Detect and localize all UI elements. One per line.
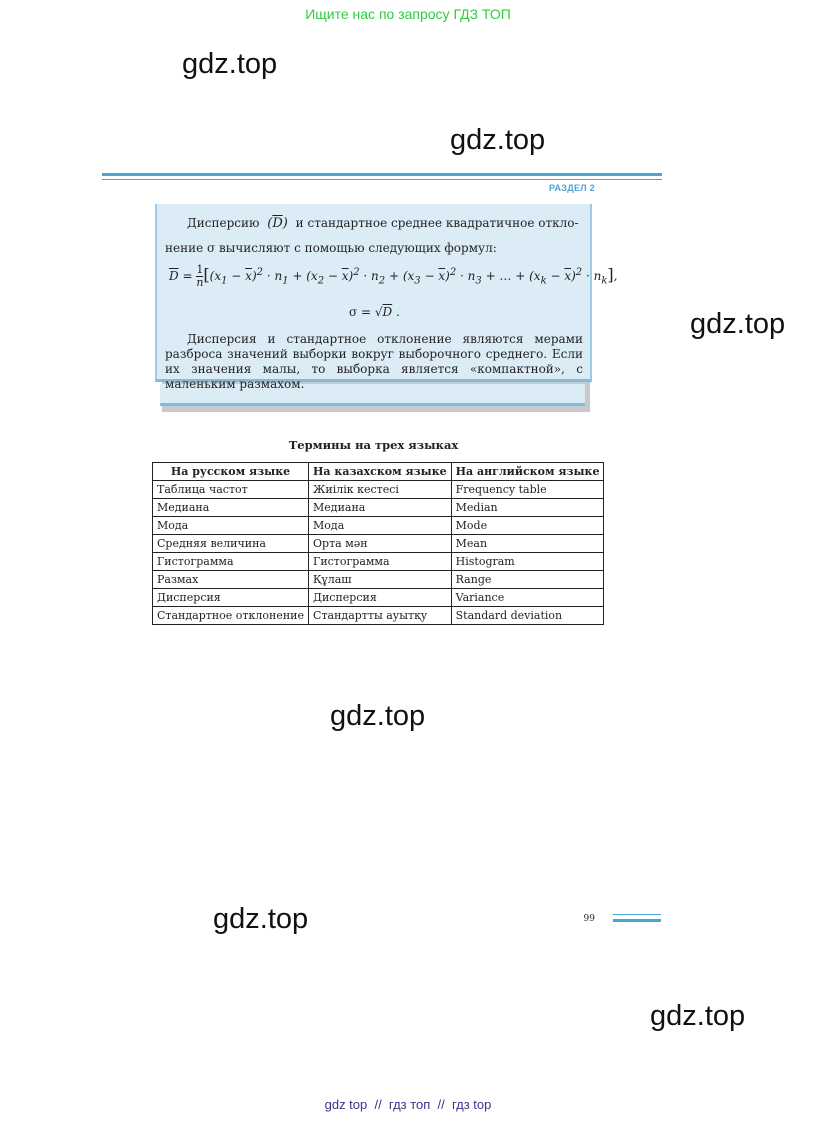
- watermark-text: gdz.top: [650, 1000, 746, 1032]
- header-russian: На русском языке: [153, 463, 309, 481]
- cell-russian: Дисперсия: [153, 589, 309, 607]
- cell-russian: Гистограмма: [153, 553, 309, 571]
- header-rule: [102, 173, 662, 176]
- cell-russian: Стандартное отклонение: [153, 607, 309, 625]
- intro-text: Дисперсию: [187, 216, 260, 230]
- header-english: На английском языке: [451, 463, 604, 481]
- table-row: [153, 517, 604, 535]
- table-row: [153, 553, 604, 571]
- table-row: [153, 499, 604, 517]
- table-row: [153, 571, 604, 589]
- watermark-text: gdz.top: [330, 700, 426, 732]
- cell-english: Frequency table: [451, 481, 604, 499]
- search-promo-link[interactable]: Ищите нас по запросу ГДЗ ТОП: [305, 6, 511, 22]
- cell-english: Range: [451, 571, 604, 589]
- table-row: [153, 589, 604, 607]
- info-intro-line-2: нение σ вычисляют с помощью следующих формул:: [165, 241, 497, 255]
- section-label: РАЗДЕЛ 2: [549, 183, 595, 193]
- table-header-row: [153, 463, 604, 481]
- cell-kazakh: Құлаш: [309, 571, 452, 589]
- variance-symbol: $(\overline{D})$: [267, 216, 288, 231]
- info-paragraph: Дисперсия и стандартное отклонение являются мерами разброса значений выборки вокруг выборочного среднего. Если их значения малы, то выборка является «компактной», с маленьким размахом.: [165, 332, 583, 391]
- cell-kazakh: Стандартты ауытқу: [309, 607, 452, 625]
- header-kazakh: На казахском языке: [309, 463, 452, 481]
- cell-kazakh: Орта мән: [309, 535, 452, 553]
- header-rule-thin: [102, 179, 662, 180]
- watermark-text: gdz.top: [182, 48, 278, 80]
- footer-rule-thin: [613, 914, 661, 915]
- cell-russian: Размах: [153, 571, 309, 589]
- cell-kazakh: Мода: [309, 517, 452, 535]
- cell-english: Histogram: [451, 553, 604, 571]
- table-row: [153, 535, 604, 553]
- bottom-site-links[interactable]: gdz top // гдз топ // гдз top: [324, 1097, 492, 1112]
- cell-russian: Таблица частот: [153, 481, 309, 499]
- table-row: [153, 607, 604, 625]
- watermark-text: gdz.top: [450, 124, 546, 156]
- intro-text: и стандартное среднее квадратичное откло-: [295, 216, 579, 230]
- page-number: 99: [583, 914, 595, 924]
- table-row: [153, 481, 604, 499]
- cell-russian: Медиана: [153, 499, 309, 517]
- info-box: [155, 204, 618, 391]
- info-intro-line: [187, 216, 587, 231]
- cell-russian: Средняя величина: [153, 535, 309, 553]
- cell-english: Mean: [451, 535, 604, 553]
- cell-kazakh: Жиілік кестесі: [309, 481, 452, 499]
- cell-kazakh: Дисперсия: [309, 589, 452, 607]
- cell-russian: Мода: [153, 517, 309, 535]
- cell-kazakh: Гистограмма: [309, 553, 452, 571]
- cell-english: Variance: [451, 589, 604, 607]
- terms-table: [152, 462, 604, 625]
- cell-english: Mode: [451, 517, 604, 535]
- watermark-text: gdz.top: [213, 903, 309, 935]
- table-title: Термины на трех языках: [288, 438, 459, 452]
- cell-kazakh: Медиана: [309, 499, 452, 517]
- footer-rule: [613, 919, 661, 922]
- watermark-text: gdz.top: [690, 308, 786, 340]
- variance-formula: $\overline{D}$ = $\frac{1}{n}$ [$(x_1 - \overline{x})^2 \cdot n_1 + (x_2 - \overline{x})^2 \cdot n_2 + (x_3 - \overline{x})^2 \cdot n_3$ + … + $(x_k - \overline{x})^2 \cdot n_k$],: [169, 263, 618, 289]
- cell-english: Median: [451, 499, 604, 517]
- sigma-formula: σ = √D .: [349, 305, 400, 319]
- cell-english: Standard deviation: [451, 607, 604, 625]
